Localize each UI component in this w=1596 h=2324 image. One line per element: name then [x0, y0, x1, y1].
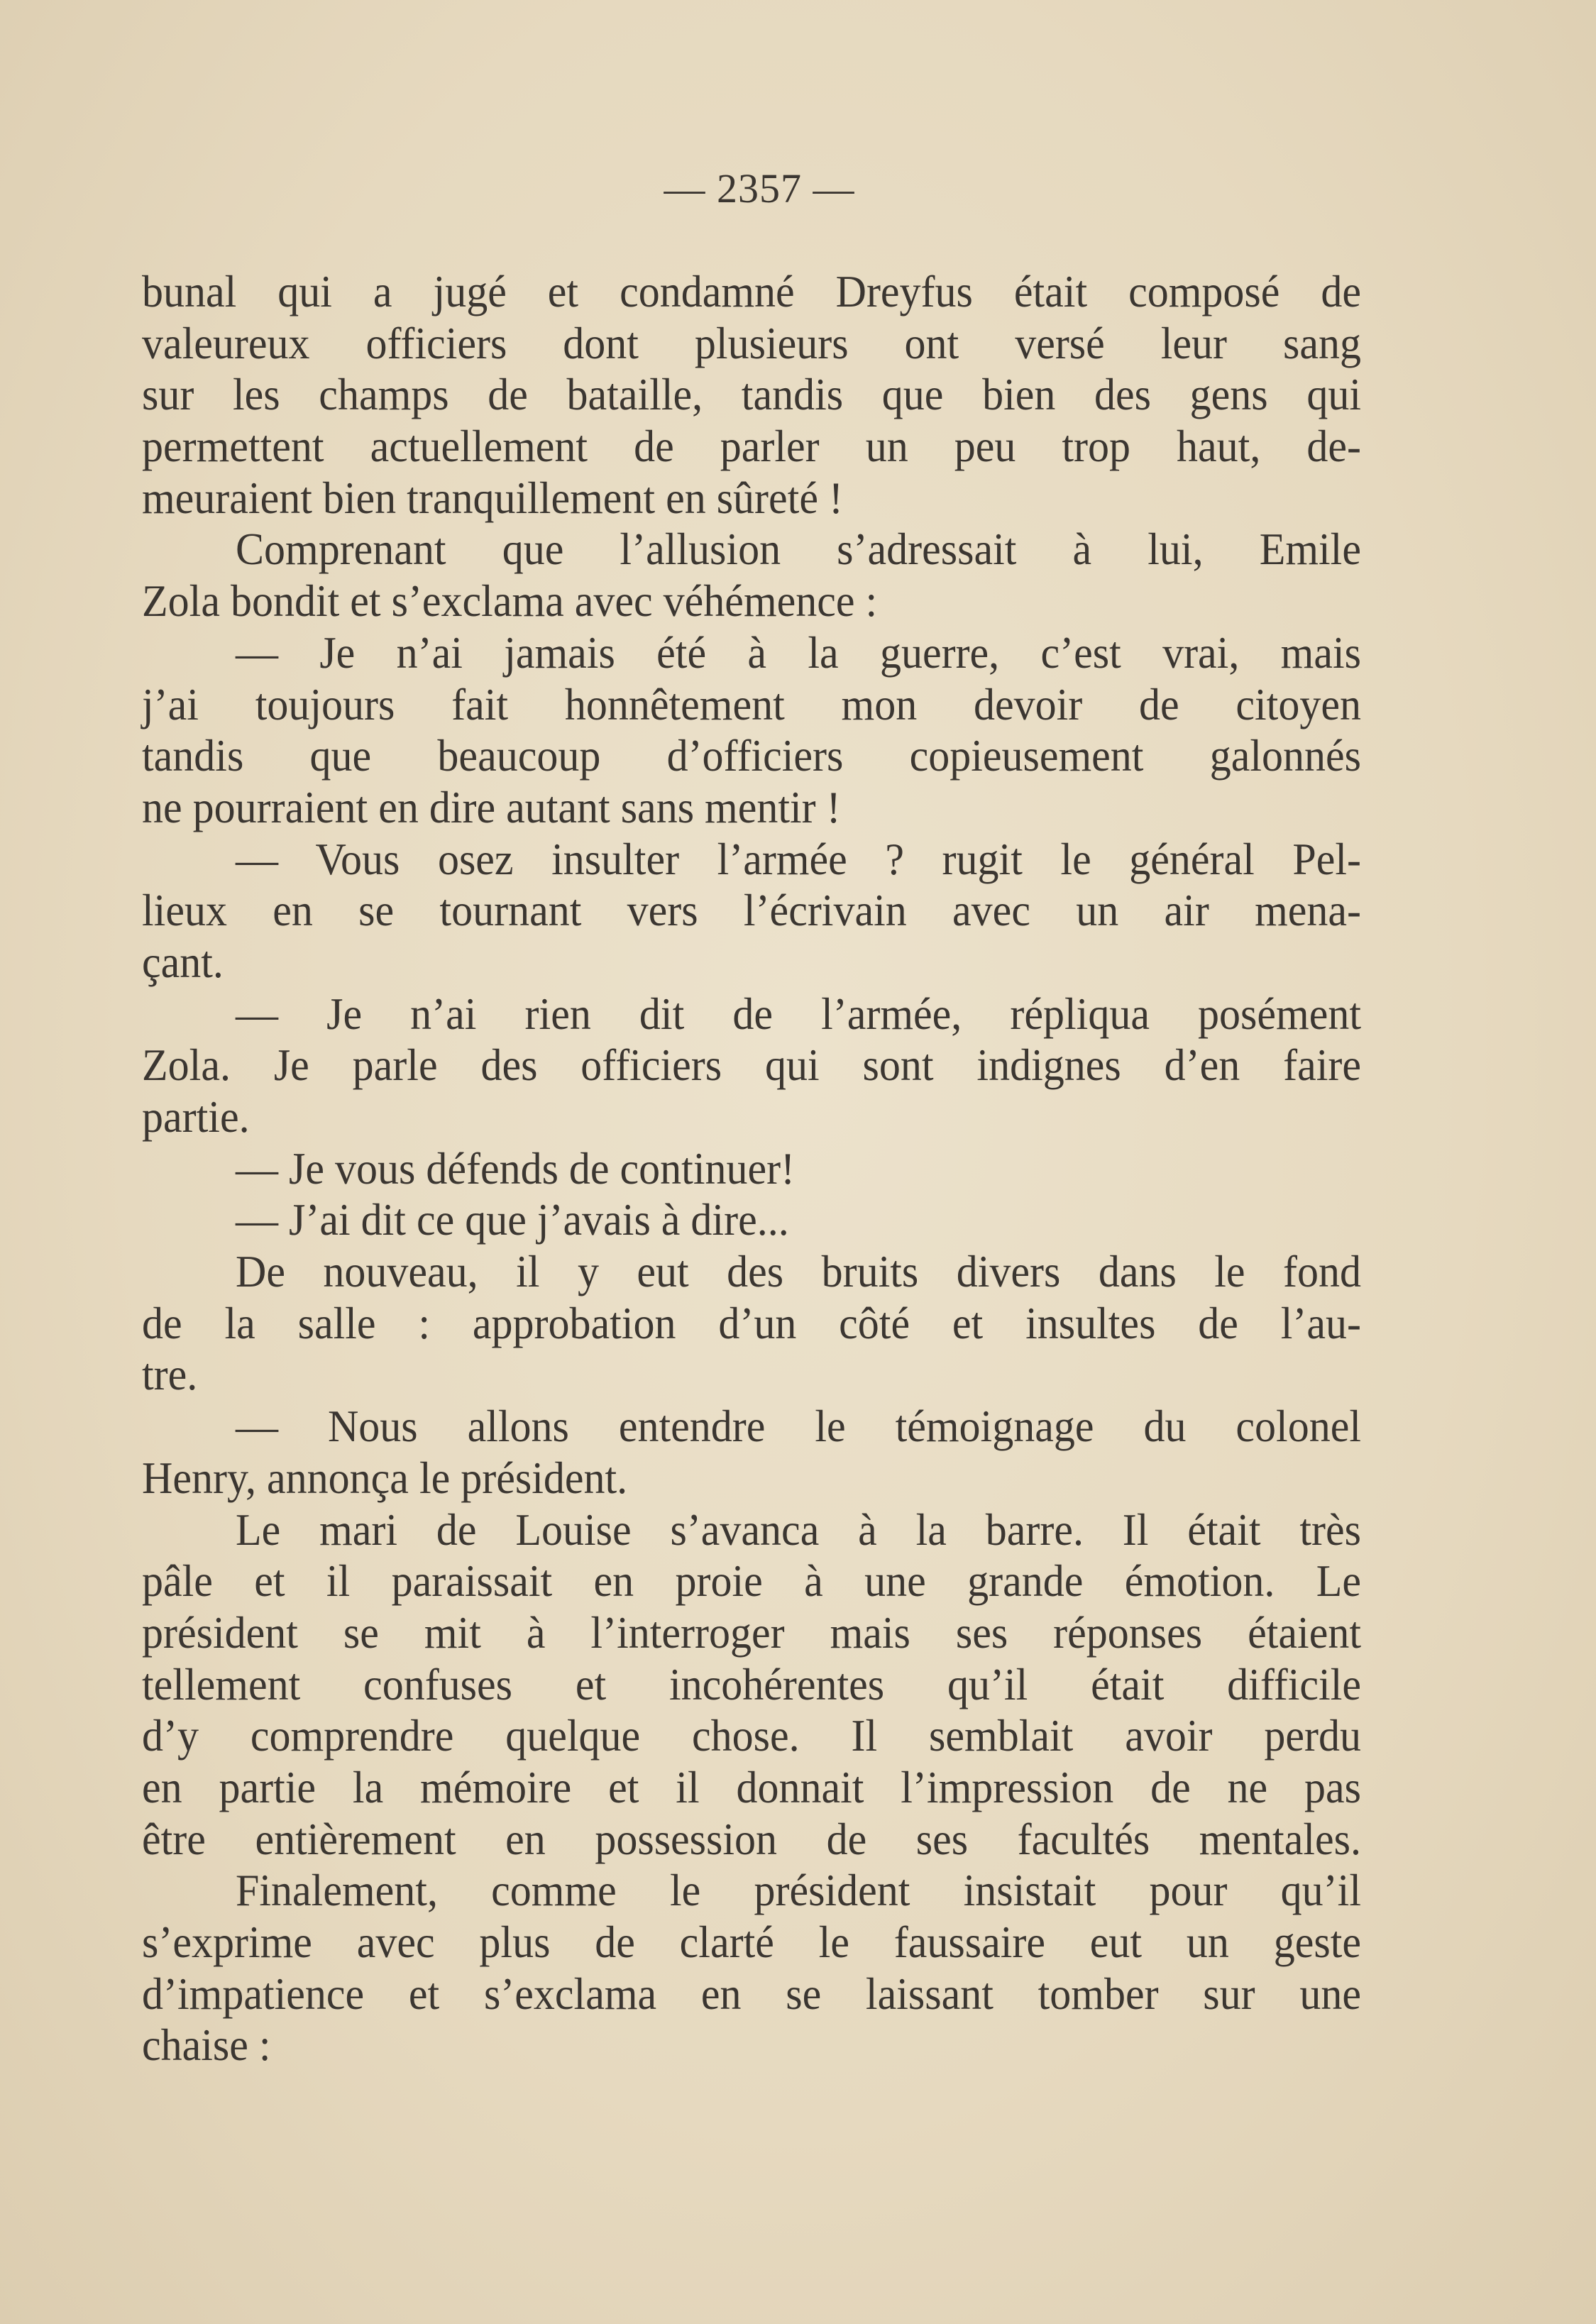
text-line: partie.: [142, 1091, 250, 1142]
text-line: çant.: [142, 937, 224, 987]
text-line: — Je n’ai jamais été à la guerre, c’est vrai, mais: [236, 627, 1361, 678]
text-line: Zola bondit et s’exclama avec véhémence :: [142, 576, 878, 627]
text-line: permettent actuellement de parler un peu trop haut, de-: [142, 422, 1361, 472]
text-line: valeureux officiers dont plusieurs ont versé leur sang: [142, 318, 1361, 368]
text-line: — Je n’ai rien dit de l’armée, répliqua posément: [236, 988, 1361, 1039]
text-line: — J’ai dit ce que j’avais à dire...: [236, 1195, 789, 1245]
text-line: tre.: [142, 1350, 198, 1400]
text-line: d’impatience et s’exclama en se laissant tomber sur une: [142, 1968, 1361, 2019]
text-line: — Vous osez insulter l’armée ? rugit le général Pel-: [236, 834, 1361, 884]
text-line: chaise :: [142, 2020, 271, 2071]
text-line: Zola. Je parle des officiers qui sont indignes d’en faire: [142, 1040, 1361, 1091]
text-line: Comprenant que l’allusion s’adressait à lui, Emile: [236, 524, 1361, 575]
text-line: président se mit à l’interroger mais ses réponses étaient: [142, 1607, 1361, 1658]
text-line: de la salle : approbation d’un côté et insultes de l’au-: [142, 1298, 1361, 1348]
text-line: De nouveau, il y eut des bruits divers dans le fond: [236, 1247, 1361, 1297]
text-line: Finalement, comme le président insistait pour qu’il: [236, 1866, 1361, 1916]
text-line: être entièrement en possession de ses facultés mentales.: [142, 1814, 1361, 1864]
page-number: — 2357 —: [664, 165, 855, 211]
text-line: ne pourraient en dire autant sans mentir !: [142, 782, 841, 832]
text-line: Le mari de Louise s’avanca à la barre. Il était très: [236, 1504, 1361, 1555]
text-line: d’y comprendre quelque chose. Il semblait avoir perdu: [142, 1711, 1361, 1761]
text-line: pâle et il paraissait en proie à une grande émotion. Le: [142, 1556, 1361, 1607]
text-line: lieux en se tournant vers l’écrivain avec un air mena-: [142, 886, 1361, 936]
body-text: [142, 266, 1361, 2071]
text-line: s’exprime avec plus de clarté le faussaire eut un geste: [142, 1917, 1361, 1967]
text-line: tandis que beaucoup d’officiers copieusement galonnés: [142, 731, 1361, 781]
text-line: Henry, annonça le président.: [142, 1453, 628, 1503]
text-line: meuraient bien tranquillement en sûreté !: [142, 473, 843, 523]
text-line: — Nous allons entendre le témoignage du colonel: [236, 1401, 1361, 1452]
text-line: — Je vous défends de continuer!: [236, 1143, 796, 1194]
text-line: sur les champs de bataille, tandis que bien des gens qui: [142, 370, 1361, 420]
text-line: en partie la mémoire et il donnait l’impression de ne pas: [142, 1762, 1361, 1812]
text-line: bunal qui a jugé et condamné Dreyfus était composé de: [142, 266, 1361, 316]
text-line: j’ai toujours fait honnêtement mon devoir de citoyen: [142, 679, 1361, 729]
text-line: tellement confuses et incohérentes qu’il était difficile: [142, 1659, 1361, 1709]
